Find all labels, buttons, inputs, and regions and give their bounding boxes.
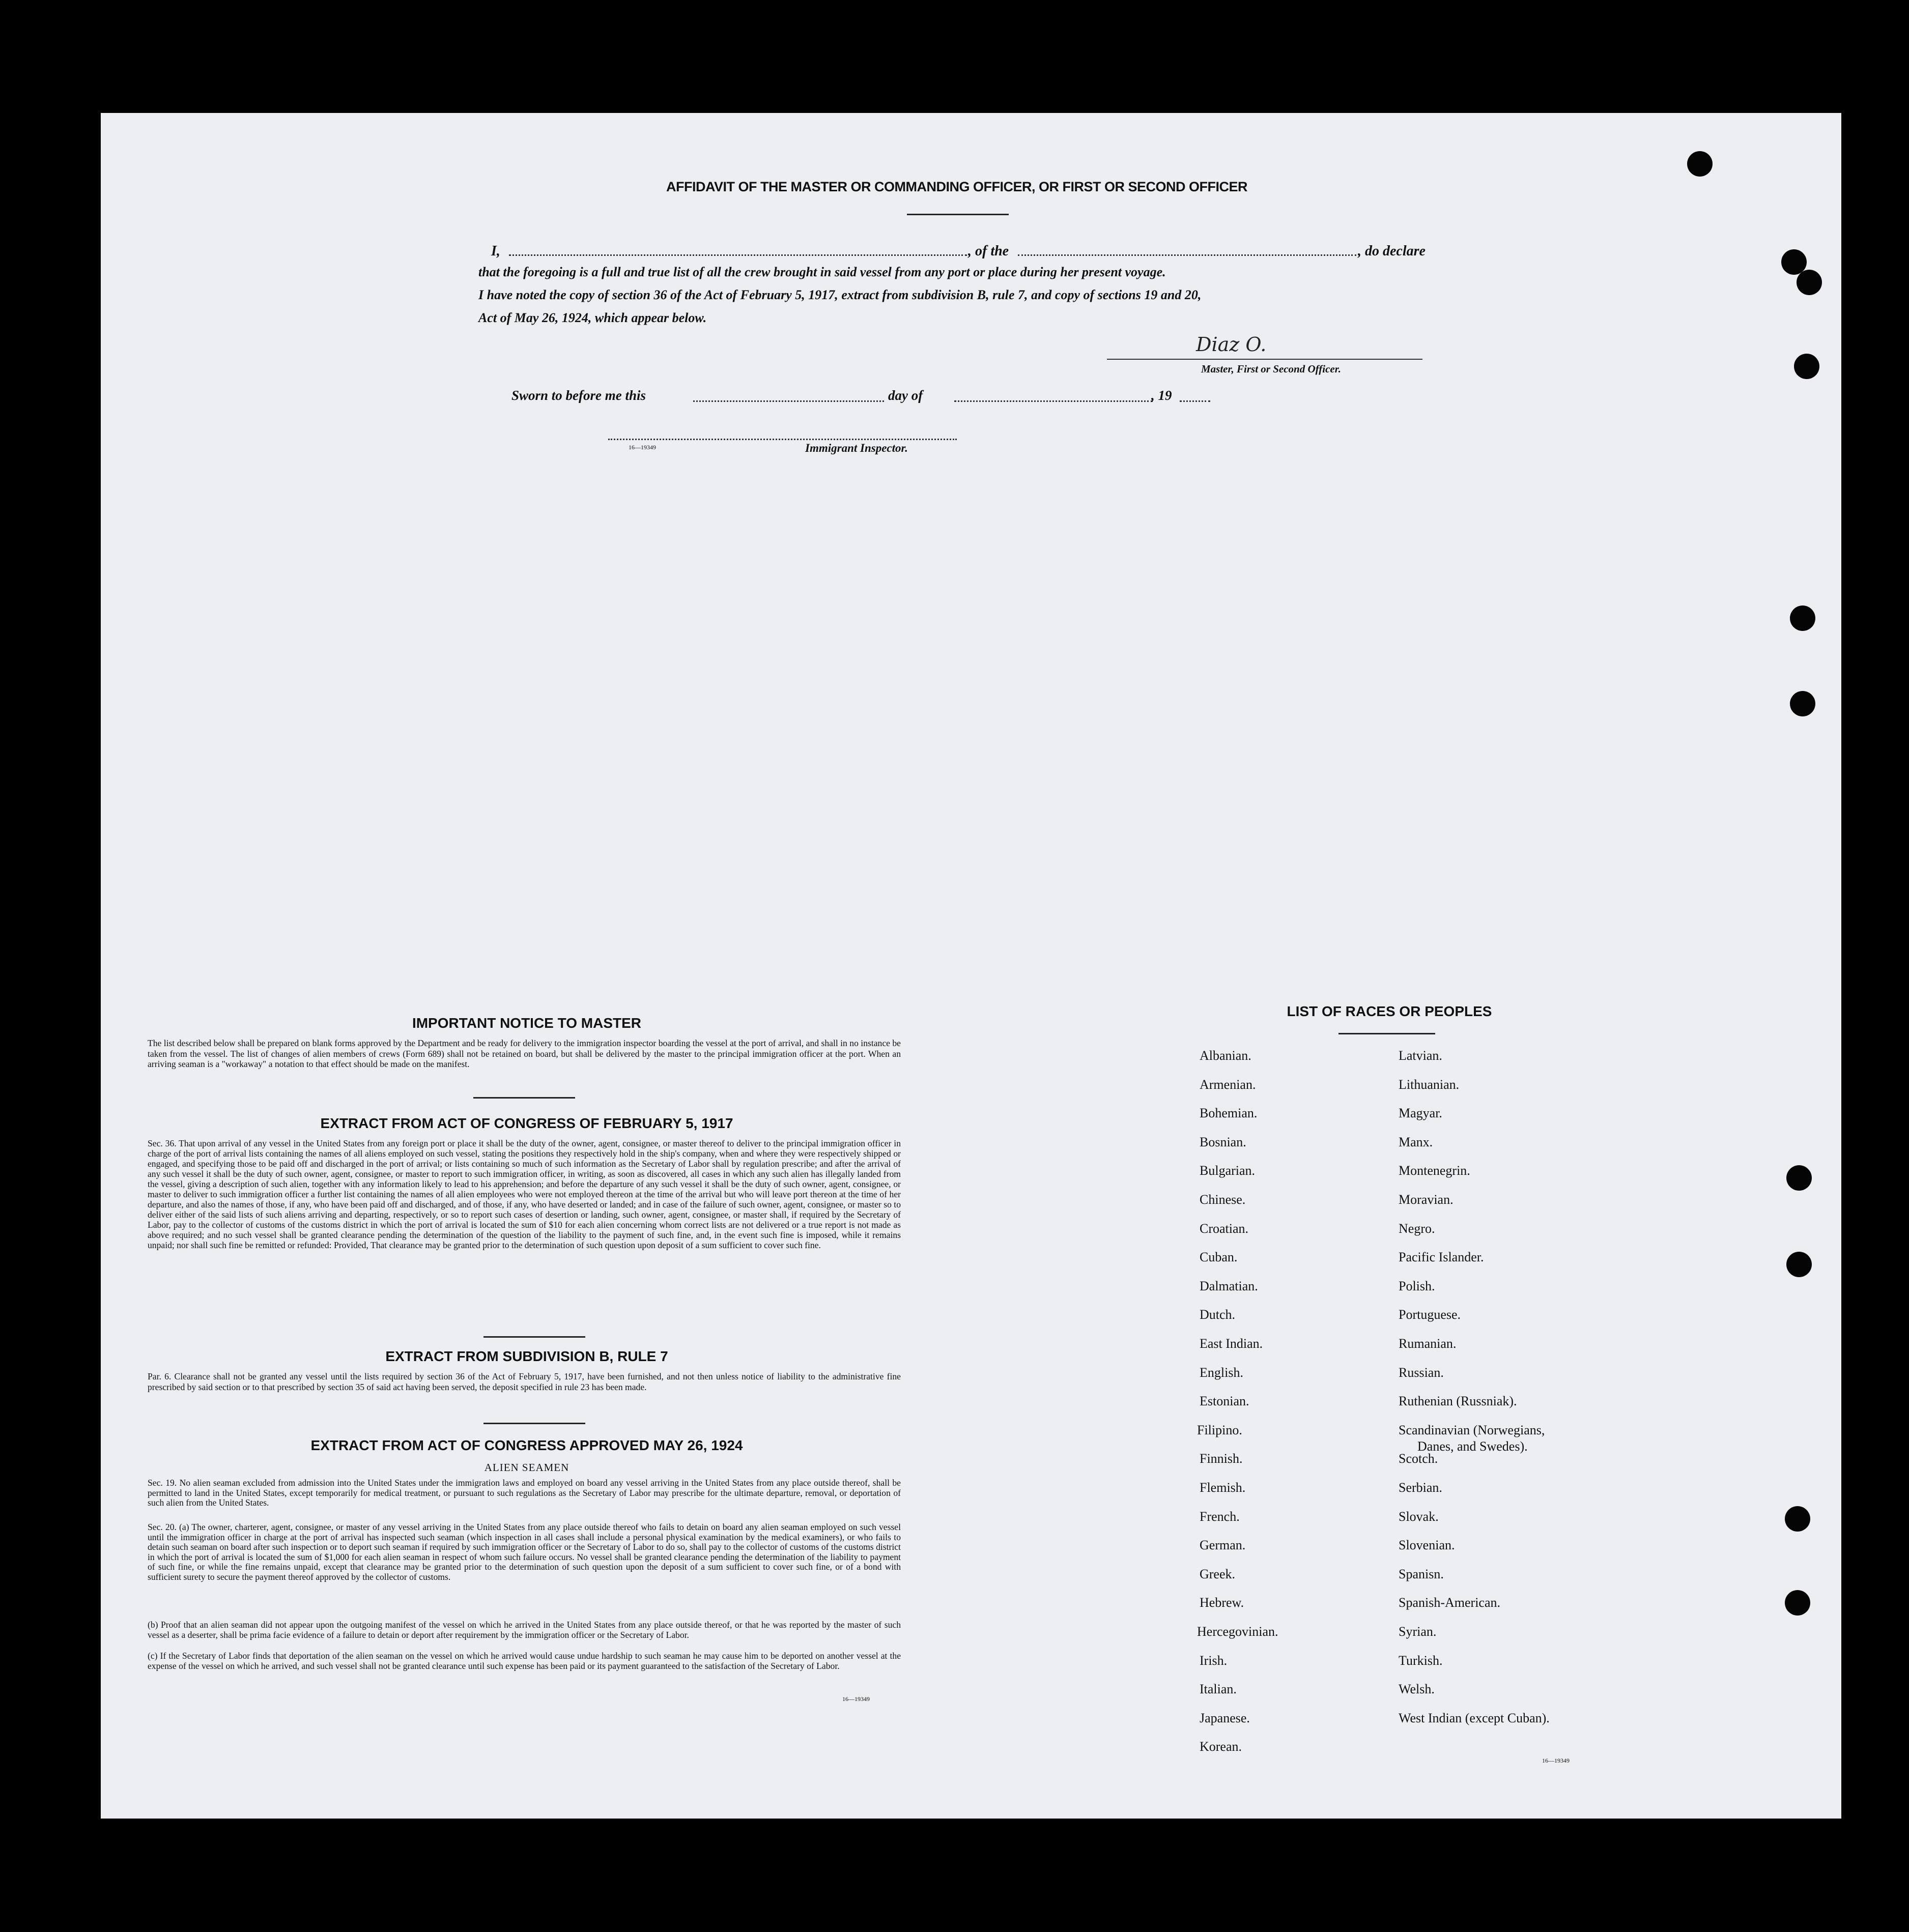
punch-hole: [1790, 691, 1815, 716]
affidavit-line-2: I have noted the copy of section 36 of the Act of February 5, 1917, extract from subdivision B, rule 7, and copy of sections 19 and 20,: [478, 287, 1202, 302]
name-field[interactable]: [509, 254, 967, 256]
extract-1924-sec19: Sec. 19. No alien seaman excluded from admission into the United States under the immigration laws and employed on board any vessel arriving in the United States from any place outside thereof, shall be permitted to land in the United States, except temporarily for medical treatment, or pursuant to such regulations as the Secretary of Labor may prescribe for the ultimate departure, removal, or deportation of such alien from the United States.: [148, 1478, 901, 1508]
race-item: Slovenian.: [1399, 1538, 1455, 1553]
title-underline: [907, 214, 1009, 215]
race-item: Japanese.: [1200, 1710, 1250, 1725]
race-item: Finnish.: [1200, 1451, 1243, 1466]
race-item: Serbian.: [1399, 1480, 1442, 1495]
vessel-field[interactable]: [1018, 254, 1356, 256]
affidavit-line-1: that the foregoing is a full and true list of all the crew brought in said vessel from any port or place during her present voyage.: [478, 265, 1166, 279]
extract-1924-subtitle: ALIEN SEAMEN: [484, 1461, 569, 1474]
do-declare-label: , do declare: [1358, 243, 1426, 259]
race-item: Slovak.: [1399, 1509, 1439, 1524]
race-item: Manx.: [1399, 1134, 1433, 1149]
race-item: Albanian.: [1200, 1048, 1251, 1063]
race-item: Russian.: [1399, 1365, 1444, 1380]
race-item: Dutch.: [1200, 1307, 1236, 1322]
race-item: Armenian.: [1200, 1077, 1256, 1092]
sworn-year-field[interactable]: [1180, 400, 1210, 402]
punch-hole: [1785, 1590, 1810, 1616]
divider: [473, 1097, 575, 1099]
race-item: French.: [1200, 1509, 1240, 1524]
punch-hole: [1786, 1252, 1812, 1277]
extract-1924-sec20b: (b) Proof that an alien seaman did not appear upon the outgoing manifest of the vessel on which he arrived in the United States from any place outside thereof, or that he was reported by the master of such vessel as a deserter, shall be prima facie evidence of a failure to detain or deport after requirement by the immigration officer or the Secretary of Labor.: [148, 1620, 901, 1640]
race-item: Turkish.: [1399, 1653, 1443, 1668]
race-item: Latvian.: [1399, 1048, 1442, 1063]
extract-1924-sec20a: Sec. 20. (a) The owner, charterer, agent, consignee, or master of any vessel arriving in the United States from any place outside thereof who fails to detain on board any alien seaman employed on such vessel until the immigration officer in charge at the port of arrival has inspected such seaman (which inspection in all cases shall include a personal physical examination by the medical examiners), or who fails to detain such seaman on board after such inspection or to deport such seaman if required by such immigration officer or the Secretary of Labor to do so, shall pay to the collector of customs of the customs district in which the port of arrival is located the sum of $1,000 for each alien seaman in respect of whom such failure occurs. No vessel shall be granted clearance pending the determination of the liability to payment of such fine, or while the fine remains unpaid, except that clearance may be granted prior to the determination of such question upon the deposit of a sum sufficient to cover such fine, or of a bond with sufficient surety to secure the payment thereof approved by the collector of customs.: [148, 1522, 901, 1582]
affidavit-line-3: Act of May 26, 1924, which appear below.: [478, 310, 707, 325]
race-item: Italian.: [1200, 1682, 1237, 1697]
i-label: I,: [491, 243, 500, 259]
inspector-signature-line[interactable]: [608, 439, 957, 440]
punch-hole: [1687, 151, 1713, 177]
extract-1924-form-number: 16—19349: [842, 1695, 870, 1703]
notice-text: The list described below shall be prepared on blank forms approved by the Department and be ready for delivery to the immigration inspector boarding the vessel at the port of arrival, and shall in no instance be taken from the vessel. The list of changes of alien members of crews (Form 689) shall not be retained on board, but shall be delivered by the master to the principal immigration officer at the port. When an arriving seaman is a "workaway" a notation to that effect should be made on the manifest.: [148, 1038, 901, 1069]
extract-rule7-text: Par. 6. Clearance shall not be granted any vessel until the lists required by section 36 of the Act of February 5, 1917, have been furnished, and not then unless notice of liability to the administrative fine prescribed by said section or to that prescribed by section 35 of said act having been served, the deposit specified in rule 23 has been made.: [148, 1371, 901, 1392]
sworn-label: Sworn to before me this: [511, 388, 646, 403]
race-item: Portuguese.: [1399, 1307, 1461, 1322]
race-item: German.: [1200, 1538, 1246, 1553]
race-item: Estonian.: [1200, 1394, 1249, 1409]
extract-1924-title: EXTRACT FROM ACT OF CONGRESS APPROVED MAY 26, 1924: [310, 1437, 743, 1453]
race-item: Croatian.: [1200, 1221, 1249, 1236]
races-title: LIST OF RACES OR PEOPLES: [1287, 1003, 1492, 1019]
year-label: , 19: [1151, 388, 1172, 403]
day-of-label: day of: [888, 388, 923, 403]
race-item: English.: [1200, 1365, 1243, 1380]
punch-hole: [1797, 270, 1822, 295]
race-item: Polish.: [1399, 1278, 1435, 1293]
race-item: Scotch.: [1399, 1451, 1438, 1466]
race-item: West Indian (except Cuban).: [1399, 1710, 1550, 1725]
race-item: Bosnian.: [1200, 1134, 1246, 1149]
race-item: Hercegovinian.: [1197, 1624, 1278, 1639]
race-item: Montenegrin.: [1399, 1163, 1470, 1178]
race-item: Spanish-American.: [1399, 1595, 1501, 1610]
signature-caption: Master, First or Second Officer.: [1201, 363, 1341, 375]
notice-title: IMPORTANT NOTICE TO MASTER: [412, 1015, 642, 1031]
divider: [483, 1423, 585, 1424]
race-item: Spanisn.: [1399, 1566, 1444, 1581]
race-item: Cuban.: [1200, 1250, 1238, 1265]
punch-hole: [1790, 605, 1815, 631]
race-item: Danes, and Swedes).: [1417, 1438, 1528, 1454]
affidavit-title: AFFIDAVIT OF THE MASTER OR COMMANDING OFFICER, OR FIRST OR SECOND OFFICER: [666, 179, 1247, 194]
race-item: Korean.: [1200, 1739, 1242, 1754]
inspector-label: Immigrant Inspector.: [805, 442, 908, 454]
extract-rule7-title: EXTRACT FROM SUBDIVISION B, RULE 7: [385, 1348, 668, 1364]
race-item: Flemish.: [1200, 1480, 1246, 1495]
sworn-month-field[interactable]: [954, 400, 1153, 402]
race-item: Irish.: [1200, 1653, 1228, 1668]
punch-hole: [1794, 354, 1819, 379]
race-item: Scandinavian (Norwegians,: [1399, 1422, 1545, 1437]
signature-line[interactable]: [1107, 359, 1422, 360]
divider: [1338, 1033, 1435, 1034]
race-item: Rumanian.: [1399, 1336, 1457, 1351]
races-form-number: 16—19349: [1542, 1757, 1570, 1764]
punch-hole: [1785, 1506, 1810, 1532]
extract-1917-title: EXTRACT FROM ACT OF CONGRESS OF FEBRUARY 5, 1917: [320, 1115, 733, 1131]
race-item: East Indian.: [1200, 1336, 1263, 1351]
punch-hole: [1786, 1165, 1812, 1191]
of-the-label: , of the: [968, 243, 1009, 259]
race-item: Moravian.: [1399, 1192, 1454, 1207]
race-item: Syrian.: [1399, 1624, 1437, 1639]
race-item: Ruthenian (Russniak).: [1399, 1394, 1517, 1409]
sworn-day-field[interactable]: [693, 400, 884, 402]
race-item: Lithuanian.: [1399, 1077, 1460, 1092]
race-item: Magyar.: [1399, 1106, 1442, 1121]
extract-1924-sec20c: (c) If the Secretary of Labor finds that deportation of the alien seaman on the vessel on which he arrived would cause undue hardship to such seaman he may cause him to be deported on another vessel at the expense of the vessel on which he arrived, and such vessel shall not be granted clearance until such expense has been paid or its payment guaranteed to the satisfaction of the Secretary of Labor.: [148, 1651, 901, 1671]
race-item: Pacific Islander.: [1399, 1250, 1484, 1265]
race-item: Welsh.: [1399, 1682, 1435, 1697]
race-item: Hebrew.: [1200, 1595, 1244, 1610]
inspector-form-number: 16—19349: [629, 444, 656, 451]
race-item: Dalmatian.: [1200, 1278, 1258, 1293]
race-item: Filipino.: [1197, 1422, 1242, 1437]
race-item: Bohemian.: [1200, 1106, 1258, 1121]
extract-1917-text: Sec. 36. That upon arrival of any vessel in the United States from any foreign port or place it shall be the duty of the owner, agent, consignee, or master thereof to deliver to the principal immigration officer in charge of the port of arrival lists containing the names of all aliens employed on such vessel, stating the positions they respectively hold in the ship's company, when and where they were respectively shipped or engaged, and specifying those to be paid off and discharged in the port of arrival; or lists containing so much of such information as the Secretary of Labor shall by regulation prescribe; and after the arrival of any such vessel it shall be the duty of such owner, agent, consignee, or master to report to such immigration officer, in writing, as soon as discovered, all cases in which any such alien has illegally landed from the vessel, giving a description of such alien, together with any information likely to lead to his apprehension; and before the departure of any such vessel it shall be the duty of such owner, agent, consignee, or master to deliver to such immigration officer a further list containing the names of all alien employees who were not employed thereon at the time of the arrival but who will leave port thereon at the time of her departure, and also the names of those, if any, who have been paid off and discharged, and of those, if any, who have deserted or landed; and in case of the failure of such owner, agent, consignee, or master so to deliver either of the said lists of such aliens arriving and departing, respectively, or so to report such cases of desertion or landing, such owner, agent, consignee, or master shall, if required by the Secretary of Labor, pay to the collector of customs of the customs district in which the port of arrival is located the sum of $10 for each alien concerning whom correct lists are not delivered or a true report is not made as above required; and no such vessel shall be granted clearance pending the determination of the question of the liability to the payment of such fine, and, in the event such fine is imposed, while it remains unpaid; nor shall such fine be remitted or refunded: Provided, That clearance may be granted prior to the determination of such question upon deposit of a sum sufficient to cover such fine.: [148, 1138, 901, 1250]
race-item: Chinese.: [1200, 1192, 1246, 1207]
race-item: Bulgarian.: [1200, 1163, 1256, 1178]
race-item: Negro.: [1399, 1221, 1435, 1236]
race-item: Greek.: [1200, 1566, 1236, 1581]
divider: [483, 1336, 585, 1338]
signature: Diaz O.: [1196, 333, 1267, 356]
